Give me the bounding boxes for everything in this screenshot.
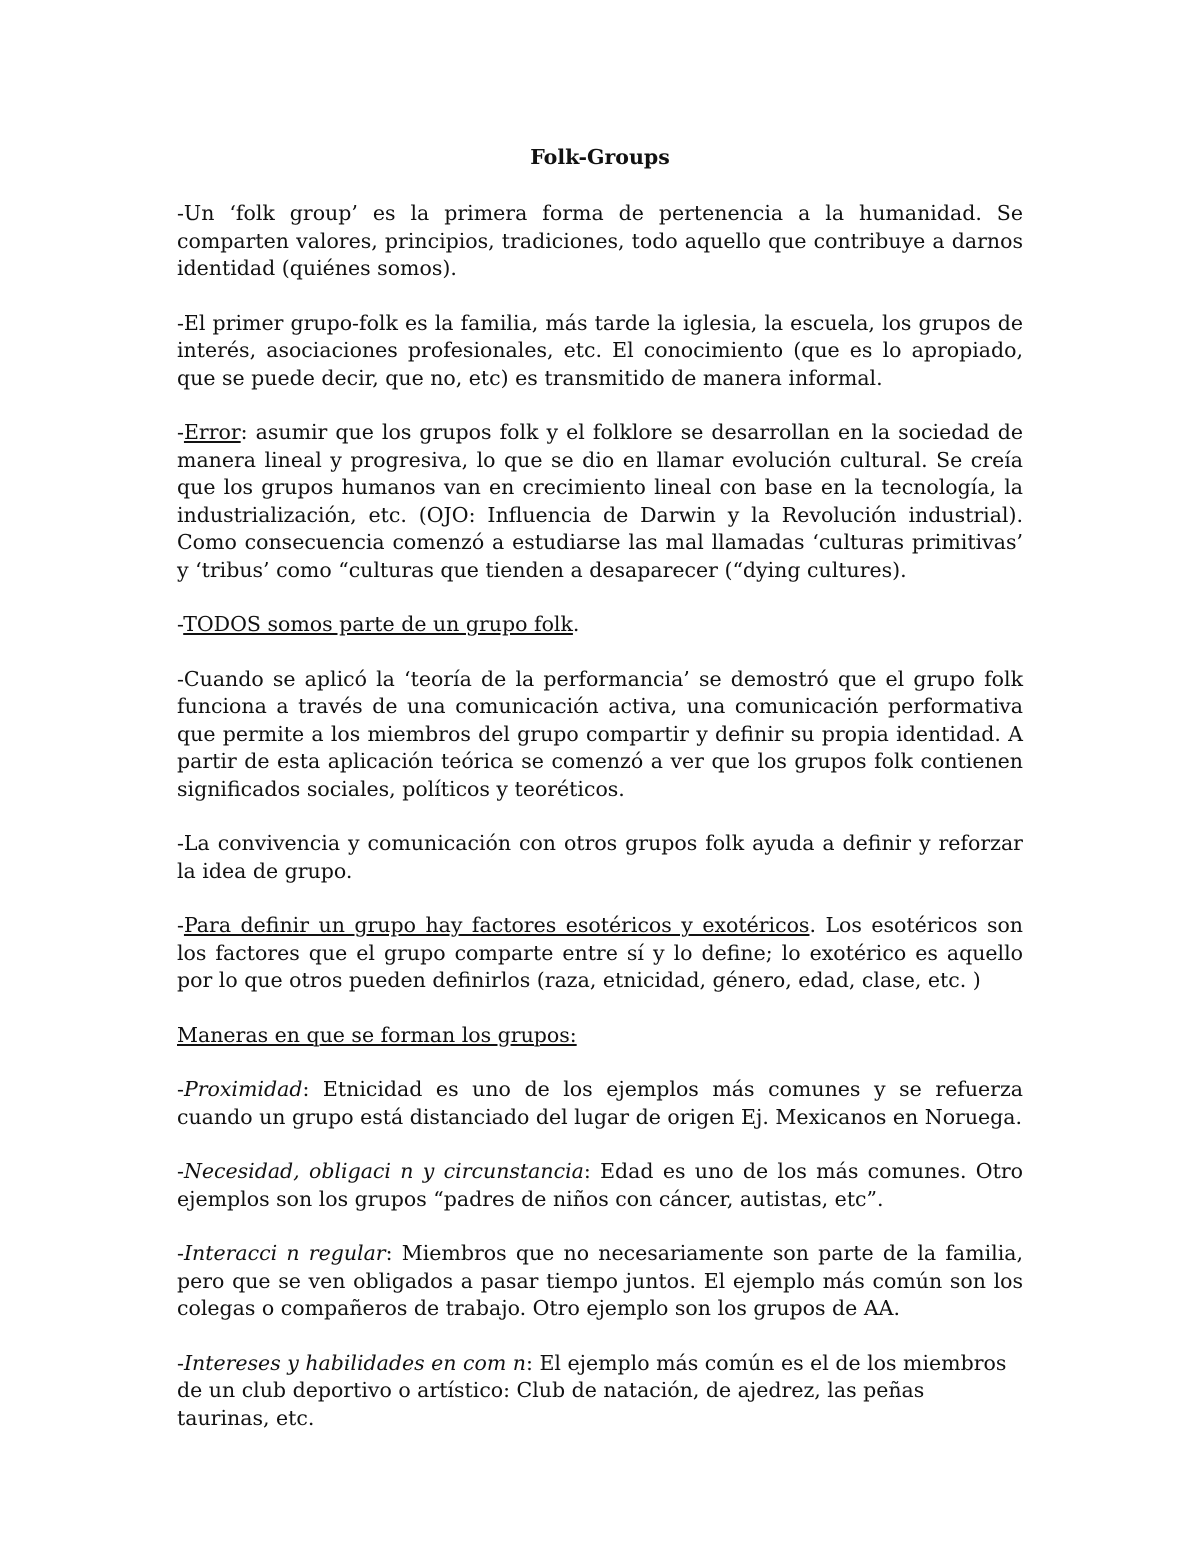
item-label: Interacci n regular <box>183 1241 386 1265</box>
esoteric-label: Para definir un grupo hay factores esotéricos y exotéricos <box>183 913 810 937</box>
item-text: : Edad es uno de los más comunes. Otro ejemplos son los grupos “padres de niños con cáncer, autistas, etc”. <box>177 1159 1023 1211</box>
paragraph-performance-theory: -Cuando se aplicó la ‘teoría de la performancia’ se demostró que el grupo folk funciona a través de una comunicación activa, una comunicación performativa que permite a los miembros del grupo compartir y definir su propia identidad. A partir de esta aplicación teórica se comenzó a ver que los grupos folk contienen significados sociales, políticos y teoréticos. <box>177 666 1023 801</box>
item-text: : El ejemplo más común es el de los miembros de un club deportivo o artístico: Club de natación, de ajedrez, las peñas taurinas, etc. <box>177 1350 1007 1430</box>
document-page <box>177 140 1023 1459</box>
item-label: Intereses y habilidades en com n <box>183 1350 527 1375</box>
paragraph-first-folk-group: -El primer grupo-folk es la familia, más tarde la iglesia, la escuela, los grupos de interés, asociaciones profesionales, etc. El conocimiento (que es lo apropiado, que se puede decir, que no, etc) es transmitido de manera informal. <box>177 310 1023 390</box>
item-prefix: - <box>177 1241 184 1265</box>
item-label: Proximidad <box>183 1077 303 1101</box>
item-prefix: - <box>177 1077 184 1101</box>
list-item-interaccion <box>177 1240 1023 1323</box>
item-text: : Miembros que no necesariamente son parte de la familia, pero que se ven obligados a pasar tiempo juntos. El ejemplo más común son los colegas o compañeros de trabajo. Otro ejemplo son los grupos de AA. <box>177 1241 1023 1320</box>
paragraph-coexistence: -La convivencia y comunicación con otros grupos folk ayuda a definir y reforzar la idea de grupo. <box>177 831 1023 883</box>
document-title: Folk-Groups <box>530 145 670 169</box>
todos-label: TODOS somos parte de un grupo folk <box>183 612 573 636</box>
error-label: Error <box>183 420 241 444</box>
paragraph-todos <box>177 611 1023 639</box>
paragraph-esoteric-exoteric <box>177 912 1023 995</box>
paragraph-error <box>177 419 1023 584</box>
paragraph-prefix: - <box>177 612 184 636</box>
section-heading: Maneras en que se forman los grupos: <box>177 1022 577 1047</box>
list-item-necesidad <box>177 1158 1023 1213</box>
item-prefix: - <box>177 1159 184 1183</box>
esoteric-text: . Los esotéricos son los factores que el grupo comparte entre sí y lo define; lo exotérico es aquello por lo que otros pueden definirlos (raza, etnicidad, género, edad, clase, etc. ) <box>177 913 1024 992</box>
paragraph-folk-group-definition: -Un ‘folk group’ es la primera forma de pertenencia a la humanidad. Se comparten valores, principios, tradiciones, todo aquello que contribuye a darnos identidad (quiénes somos). <box>177 201 1023 280</box>
paragraph-prefix: - <box>177 913 184 937</box>
item-label: Necesidad, obligaci n y circunstancia <box>183 1159 584 1183</box>
item-prefix: - <box>177 1350 184 1375</box>
item-text: : Etnicidad es uno de los ejemplos más comunes y se refuerza cuando un grupo está distanciado del lugar de origen Ej. Mexicanos en Noruega. <box>177 1077 1023 1129</box>
error-text: : asumir que los grupos folk y el folklore se desarrollan en la sociedad de manera lineal y progresiva, lo que se dio en llamar evolución cultural. Se creía que los grupos humanos van en crecimiento lineal con base en la tecnología, la industrialización, etc. (OJO: Influencia de Darwin y la Revolución industrial). Como consecuencia comenzó a estudiarse las mal llamadas ‘culturas primitivas’ y ‘tribus’ como “culturas que tienden a desaparecer (“dying cultures). <box>177 420 1023 582</box>
list-item-intereses <box>177 1350 1023 1433</box>
todos-suffix: . <box>572 612 580 636</box>
list-item-proximidad <box>177 1076 1023 1131</box>
paragraph-prefix: - <box>177 420 184 444</box>
